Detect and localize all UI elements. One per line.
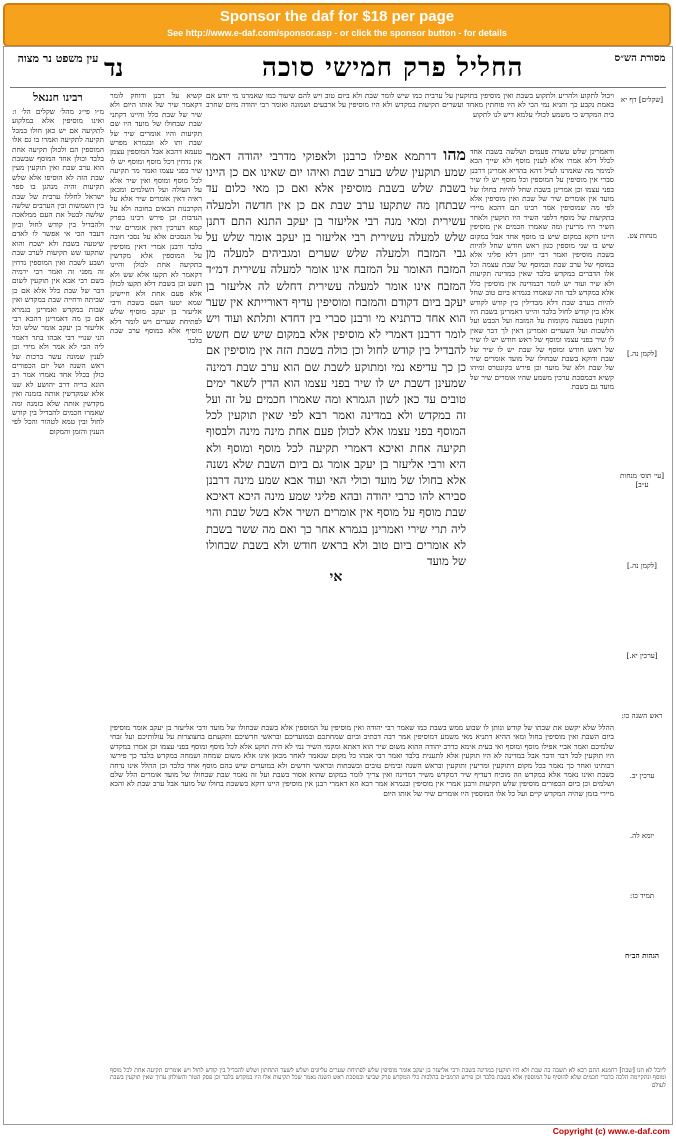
commentary-left-column: קשיא על רבנן ודוחק לומר דקאמר שיר של אותו היום ולא שיר של שבת כלל והיינו דקתני שבת שבחולו של מועד היו שם תקיעות והיו אומרים שיר של שבת ותו לא ובגמרא מפרש טעמא דהכא אבל המוספין עצמן אין נדחין דכל מוסף ומוסף יש לו שיר בפני עצמו ואמר מר תקיעה לכל מוסף ומוסף ואין שיר אלא על העולה ועל השלמים ומכאן ראיה דאין אומרים שיר אלא על הקרבנות הבאים בחובה ולא על הנדבות וכן פירש רבינו בפרק קמא דערכין דאין אומרים שיר על הנסכים אלא על נסכי חובה בלבד ורבנן אמרי דאין מוסיפין על המוספין אלא מקדשין בתקיעה אחת לכולן והיינו דקאמר לא תקעו אלא שש ולא תשע וכן בשבת דלא תקעו לכולן אלא פעם אחת ולא חיישינן שמא יטעו העם בשבת ורבי אליעזר בן יעקב מוסיף שלש לפתיחת שערים ויש לומר דלא מוסיף אלא במוסף ערב שבת בלבד (110, 91, 202, 345)
margin-note: [שקלים] דף יא (620, 95, 664, 104)
margin-note: [ערכין יא.] (626, 651, 658, 660)
rabbeinu-chananel-column (12, 91, 104, 1119)
margin-note: תמיד כז: (629, 891, 655, 900)
commentary-bottom-block: ההלל שלא יקשט את שבתו של קודש ונותן לו שבוע ממש בשבת כמו שאמר רבי יהודה ואין מוסיפין על המוספין אלא בשבת שבחולו של מועד ורבי אליעזר בן יעקב אומר מוסיפין ביום השבת ואין מוסיפין בחול ומאי ההיא דתניא מאי משמע דמוסיפין אמר רבה דכתיב וביום שמחתכם ובמועדיכם ובראשי חדשיכם ותקעתם בחצוצרות על עולותיכם ועל זבחי שלמיכם ואמר אביי אפילו מוסף ומוסף ואי בעית אימא כדרב יהודה ההוא משום שיר הוא דאתא ומקמי השיר נמי לא היה תוקע אלא לכל מוסף ומוסף בפני עצמו וכן אמרו במקדש היו תוקעין לכל דבר ודבר אבל במדינה לא היו תוקעין אלא לתענית בלבד ואמר רבי אבהו כל מקום שנאמר לאחר מכאן אינו אלא משום שמחה ושמחה במקדש בלבד כך פירשו רבותינו ואחר כך נאמר בכל מקום דתוקעין ומריעין ותוקעין ובראש השנה ובימים טובים ובשבתות ובראשי חדשים ולא במועדים שיש בהם מוסף אחד בלבד וכן ההלל אינו נדחה בשבת ואינו נאמר אלא במקדש וזה מוכיח דעדיף שיר דמקדש משיר דמדינה ואין צריך לומר במקום שהוא אסור בשבת ועל זה נאמר שבת שבחולו של מועד אומרים הלל שלם ושלמים וכן ביום הכפורים מוסיפין שלש תקיעות ורבנן אמרי אין מוסיפין ובגמרא אמר רבא הא דאמרי רבנן אין מוסיפין היינו דוקא כששבת בחולו של מועד אבל ערב שבת לא והכא מיירי בזמן שהיה המקדש קיים ועל כל אלו המוספין היו אומרים שיר של אותו היום (110, 723, 614, 798)
rabbeinu-chananel-text: מ״ו פי״ג מהל׳ שקלים הל׳ ו: ואינו מוסיפין אלא במלקוע לתקיעה אם יש כאן חולו במכל תקיעה לתקיעה ואמרו בו גם אלו המוספין הם ולכולן תקיעה אחת בלבד וכולן אחד המוסף שבשבת הוא ערב שבת ואין תוקעין מעין שבת הזה לא הוסיפו אלא שלש תקיעות והיה מנהגן בו ספר ישראל לחללו ערבית של שבת בין השמשות ובין הערבים שלשה שלשה לבטל את העם ממלאכה ולהבדיל בין קודש לחול וכיון דעבד הכי אי אפשר לו לאדם שיטעה בשבת ולא ישכח והוא שתקעו שש תקיעות לערב שבת ושבע לשבת ואין המוספין נדחין זה מפני זה ואמר רבי ירמיה בשם רבי אבא אין תוקעין לשום דבר של שבת כלל אלא אם כן שביתה ודחייה שבת במקדש ואין שבות במקדש ואמרינן בגמרא אם כן מה דאמרינן דהכא רבי אליעזר בן יעקב אומר שלש וכל הני שנויי דבי אבהו בתר דאמר ליה הכי לא אמר ולא מידי וכן לענין שמונה עשר ברכות של ראש השנה ושל יום הכפורים כולן בכלל אחד נאמרו אמר רב הונא בריה דרב יהושע לא שנו אלא שמקדשין אותה בזמנה ואין מקדשין אותה שלא בזמנה ומה שאמרו חכמים להבדיל בין קודש לחול ובין טמא לטהור והכל לפי הענין והזמן והמקום (12, 107, 104, 436)
commentary-right-column: ודאמרינן שלש עשרה פעמים ושלשה בשבת אחד לכלל דלא אמרו אלא לענין מוסף ולא שייך הכא למימר מה שאמרנו לעיל דהא בהדיא אמרינן דרבנן סברי אין מוסיפין על המוספין וכל מוסף יש לו שיר בפני עצמו וכן אמרינן בשבת שחל להיות בחולו של מועד אין אומרים שיר של שבת ואין מוסיפין אלא לפי מה שמוסיפין אמר רבינו תם דהכא מיירי בתקיעות של מוסף דלפני השיר היו תוקעין ולאחר השיר היו מריעין ומה שאמרו חכמים אין מוסיפין היינו דוקא במקום שיש בו מוסף אחד אבל במקום שיש בו שני מוספין כגון ראש חודש שחל להיות בשבת מוסיפין ואמר רבי יוחנן דלא פליגי אלא במוסף של ערב שבת ובמוסף של שבת עצמה וכל אלו הדברים במקדש בלבד שאין במדינה תקיעות ולא שיר ועוד יש לומר דבמדינה אין מוסיפין כלל אלא במקדש לבד וזה שאמרו בגמרא ביום טוב שחל להיות בערב שבת דלא מבדילין בין קודש לקודש אלא בין קודש לחול בלבד והיינו דאמרינן בשבת היו תוקעין בשבעה מקומות על המזבח ועל הכבש ועל הלשכות ועל השערים ואמרינן דאין לך דבר שאין לו שיר בפני עצמו ומוסף של ראש חודש יש לו שיר של ראש חודש ומוסף של שבת יש לו שיר של שבת ודוקא בשבת שבחולו של מועד אומרים שיר של שבת ולא של מועד וכן פירש בקונטרס ומיהו קשיא דבמסכת ערכין משמע שהיו אומרים שיר של מועד גם בשבת (470, 147, 614, 392)
daf-number: נד (104, 53, 124, 82)
masoret-hashas-label: מסורת הש״ס (614, 53, 666, 64)
copyright-link[interactable]: Copyright (c) www.e-daf.com (552, 1126, 670, 1136)
hagahot-habach-label: הגהות הב״ח (625, 951, 659, 960)
talmud-page (3, 46, 673, 1125)
sponsor-banner[interactable] (3, 3, 671, 47)
sponsor-banner-title[interactable]: Sponsor the daf for $18 per page (219, 8, 455, 25)
footnotes-block: ליובל לא חנו [שבת] רחמנא התם רבא לא תשבה בה שבת ולא היו תוקעין במדינה בשבת ורבי אליעזר בן יעקב אומר מוסיפין שלש לפתיחת שערים עליונים ושלש לשער התחתון ושלש להבדיל בין קודש לחול ויש אומרים תקיעה אחת לכל מוסף ומוסף ונתקיימה הלכה כדברי חכמים שלא להוסיף על המוספין אלא בשבת בלבד וכן פירש הרמב״ם בהלכות כלי המקדש פרק שביעי ובמסכת ראש השנה נאמר שכל תקיעות אלו היו במקדש בלבד וכן פסק הטור והשולחן ערוך שאין תוקעין בשבת לעולם (110, 1067, 666, 1089)
gemara-closing-word: אי (329, 569, 343, 586)
margin-note: מנחות צט. (627, 231, 657, 240)
gemara-opening-word: מהו (443, 147, 466, 164)
header-divider (10, 87, 666, 88)
page-title: החליל פרק חמישי סוכה (262, 53, 524, 83)
sponsor-banner-subtitle[interactable]: See http://www.e-daf.com/sponsor.asp - or click the sponsor button - for details (167, 28, 507, 38)
margin-note: [לקמן נה.] (627, 349, 657, 358)
margin-note: ערכין יב. (629, 771, 655, 780)
margin-note: [עי׳ תוס׳ מנחות ע״ב] (619, 471, 665, 489)
gemara-main-text (206, 147, 466, 717)
masoret-hashas-margin (618, 91, 666, 1061)
commentary-top-block: ויכול לתקוע ולהריע ולתקוע בשבת ואין מוסיפין בתוקעין על ערבית כמו שיש לומר שבת ולא ביום טוב ויש להם שיעור כמו שאמרנו מי יודע אם באמת נקבע כך ותניא נמי הכי לא היו פוחתין מאחד ועשרים תקיעות במקדש ולא היו מוסיפין על ארבעים ושמונה ואומר רבי יהודה מיום שחרב בית המקדש כי משמע לכולי עלמא דיש לנו לתקוע (206, 91, 614, 119)
rabbeinu-chananel-heading: רבינו חננאל (33, 91, 83, 104)
ein-mishpat-label: עין משפט נר מצוה (17, 52, 99, 65)
gemara-text: דרתמא אפילו כרבנן ולאפוקי מדרבי יהודה דאמר שמע תוקעין שלש בערב שבת ואיהו יום שאינו אם כן היינו בשבת שלש בשבת מוסיפין אלא ואם כן מאי כלום עד שבתחן מה שתקעו ערב שבת אם כן אין חדשה ולמעלה עשירית ומאי מנה רבי אליעזר בן יעקב התנא התם דתנן שלש למעלה עשירית רבי אליעזר בן יעקב אומר שלש על גבי המזבח ולמעלה שלש שערים ומגביהים למעלה מן המזבח האומר על המזבח אינו אומר למעלה עשירית דמ״ד המזבח אינו אומר למעלה עשירית דחלש לה אליעזר בן יעקב ביום דקודם והמזבח ומוסיפין עדיף דאורייתא אין שער הוא אחד כדתניא מי ורבנן סברי בין דחדא ותלתא ועוד ויש לומר דרבנן דאמרי לא מוסיפין אלא במקום שיש שם חשש להבדיל בין קודש לחול וכן כולה בשבת הזה אין מוסיפין אם כן כך עדיפא נמי ומתוקע לשבת שם הוא ערב שבת דמינה שמעינן דשבת יש לו שיר בפני עצמו הוא הדין לשאר ימים טובים עד כאן לשון הגמרא ומה שאמרו חכמים על זה ועל זה במקדש ולא במדינה ואמר רבא לפי שאין תוקעין לכל המוסף בפני עצמו אלא לכולן פעם אחת מינה מינה ולבסוף תקיעה אחת ואיכא דאמרי תקיעה לכל מוסף ומוסף ולא היא ורבי אליעזר בן יעקב אומר גם ביום השבת שלא נשנה אלא בחולו של מועד וכולי האי ועוד אבא שמע מינה דרבנן סבירא להו כרבי יהודה ובהא פליגי שמע מינה היכא דאיכא שבת מוסף על מוסף אין אומרים השיר אלא בשל שבת והוי ליה תרי שירי ואמרינן בגמרא אחר כך ואם מה ששר בשבת לא אומרים ביום טוב ולא בראש חודש ולא בשבת שבחולו של מועד (206, 149, 466, 569)
margin-note: יומא לה. (629, 831, 655, 840)
margin-note: ראש השנה כו: (621, 711, 663, 720)
margin-note: [לקמן נה.] (627, 561, 657, 570)
